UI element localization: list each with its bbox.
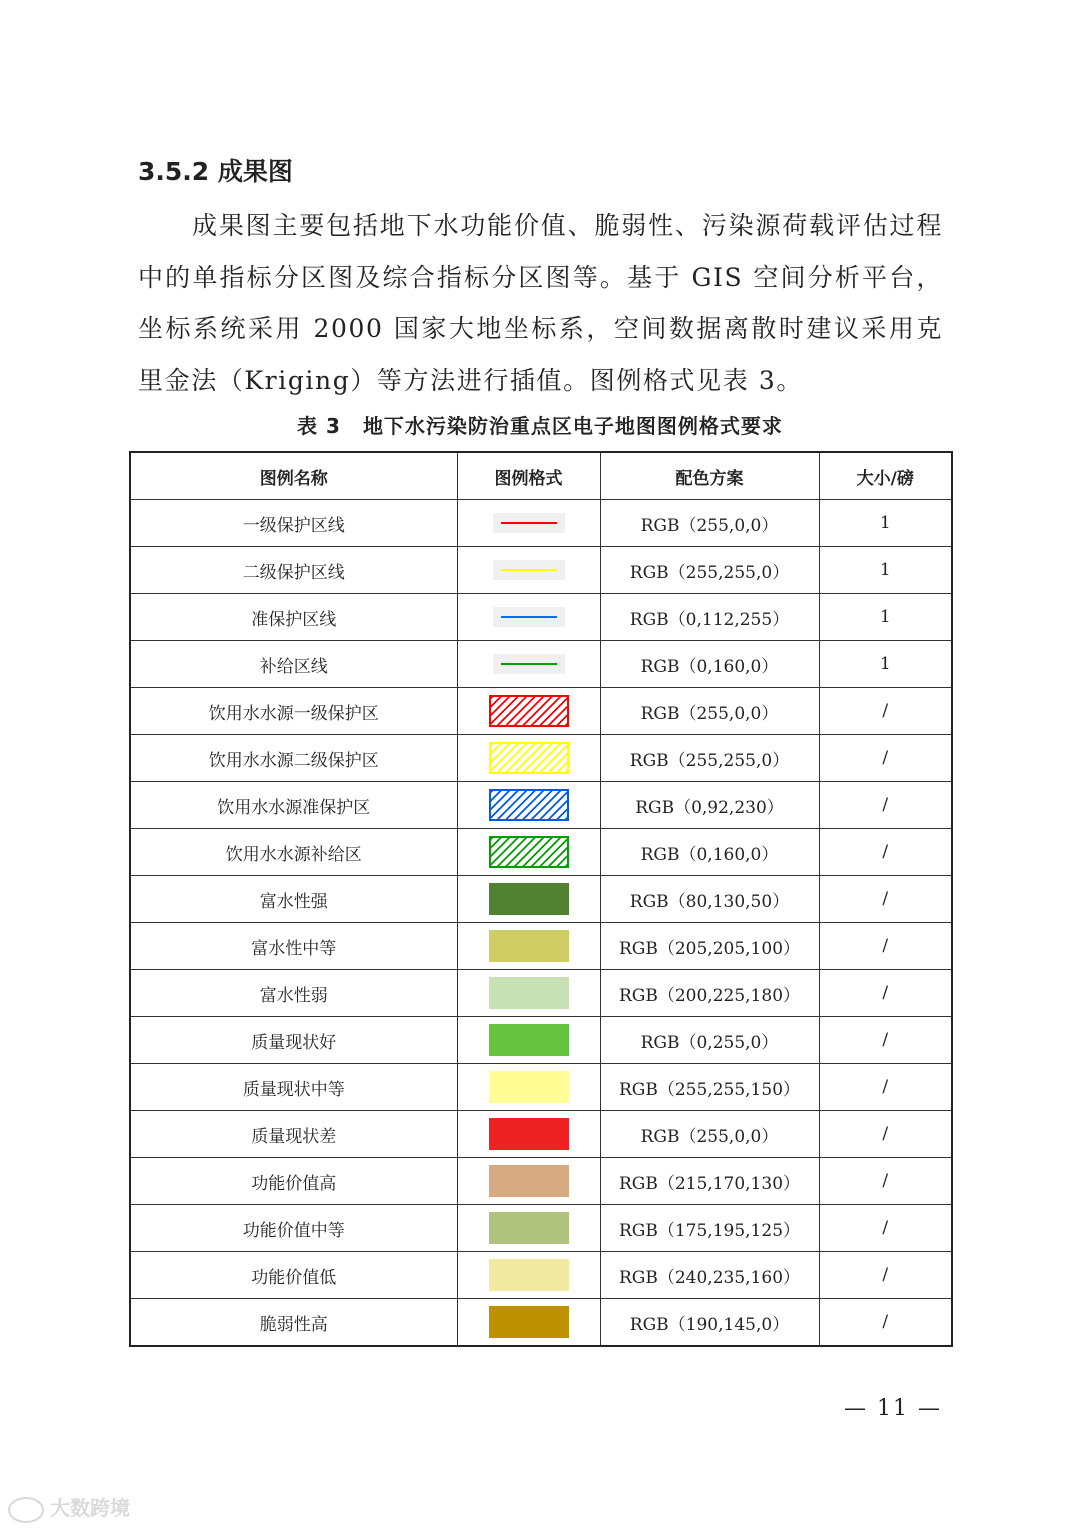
legend-fill-swatch xyxy=(489,977,569,1009)
watermark-text: 大数跨境 xyxy=(50,1496,130,1520)
legend-hatch-swatch xyxy=(489,789,569,821)
color-scheme-cell: RGB（175,195,125） xyxy=(600,1205,819,1252)
table-row xyxy=(130,829,952,876)
legend-hatch-swatch xyxy=(489,742,569,774)
legend-fill-swatch xyxy=(489,883,569,915)
table-row xyxy=(130,1111,952,1158)
legend-hatch-swatch xyxy=(489,695,569,727)
color-scheme-cell: RGB（255,0,0） xyxy=(600,1111,819,1158)
color-scheme-cell: RGB（255,0,0） xyxy=(600,500,819,547)
legend-line-stroke xyxy=(501,522,557,524)
size-cell: / xyxy=(819,782,952,829)
table-row xyxy=(130,1299,952,1347)
table-caption-label: 表 3 xyxy=(297,414,341,438)
color-scheme-cell: RGB（80,130,50） xyxy=(600,876,819,923)
legend-fill-swatch xyxy=(489,1306,569,1338)
legend-line-stroke xyxy=(501,663,557,665)
legend-name-cell: 饮用水水源一级保护区 xyxy=(130,688,457,735)
table-row xyxy=(130,970,952,1017)
legend-line-stroke xyxy=(501,616,557,618)
legend-table-body xyxy=(130,500,952,1347)
legend-format-cell xyxy=(457,500,600,547)
color-scheme-cell: RGB（0,160,0） xyxy=(600,641,819,688)
table-row xyxy=(130,1205,952,1252)
color-scheme-cell: RGB（255,255,0） xyxy=(600,735,819,782)
legend-name-cell: 脆弱性高 xyxy=(130,1299,457,1347)
color-scheme-cell: RGB（0,160,0） xyxy=(600,829,819,876)
table-caption xyxy=(0,410,1080,439)
legend-name-cell: 质量现状差 xyxy=(130,1111,457,1158)
legend-format-cell xyxy=(457,782,600,829)
legend-format-cell xyxy=(457,1299,600,1347)
legend-format-cell xyxy=(457,594,600,641)
watermark xyxy=(8,1492,130,1523)
table-row xyxy=(130,688,952,735)
color-scheme-cell: RGB（0,112,255） xyxy=(600,594,819,641)
size-cell: 1 xyxy=(819,500,952,547)
color-scheme-cell: RGB（255,0,0） xyxy=(600,688,819,735)
legend-fill-swatch xyxy=(489,1259,569,1291)
table-row xyxy=(130,735,952,782)
color-scheme-cell: RGB（0,255,0） xyxy=(600,1017,819,1064)
size-cell: 1 xyxy=(819,641,952,688)
size-cell: / xyxy=(819,923,952,970)
legend-format-cell xyxy=(457,735,600,782)
legend-fill-swatch xyxy=(489,930,569,962)
size-cell: / xyxy=(819,829,952,876)
legend-format-cell xyxy=(457,876,600,923)
size-cell: / xyxy=(819,970,952,1017)
legend-line-swatch xyxy=(493,513,565,533)
table-row xyxy=(130,500,952,547)
table-row xyxy=(130,782,952,829)
section-paragraph: 成果图主要包括地下水功能价值、脆弱性、污染源荷载评估过程中的单指标分区图及综合指标分区图等。基于 GIS 空间分析平台，坐标系统采用 2000 国家大地坐标系，空间数据离散时建议采用克里金法（Kriging）等方法进行插值。图例格式见表 3。 xyxy=(138,211,943,395)
legend-name-cell: 饮用水水源补给区 xyxy=(130,829,457,876)
legend-fill-swatch xyxy=(489,1165,569,1197)
color-scheme-cell: RGB（255,255,150） xyxy=(600,1064,819,1111)
table-row xyxy=(130,1252,952,1299)
legend-format-cell xyxy=(457,1205,600,1252)
table-row xyxy=(130,594,952,641)
size-cell: / xyxy=(819,1252,952,1299)
legend-format-cell xyxy=(457,547,600,594)
legend-line-swatch xyxy=(493,607,565,627)
header-size: 大小/磅 xyxy=(819,452,952,500)
legend-name-cell: 质量现状好 xyxy=(130,1017,457,1064)
size-cell: / xyxy=(819,1064,952,1111)
color-scheme-cell: RGB（255,255,0） xyxy=(600,547,819,594)
table-header-row xyxy=(130,452,952,500)
table-row xyxy=(130,1158,952,1205)
legend-format-cell xyxy=(457,641,600,688)
size-cell: / xyxy=(819,1205,952,1252)
legend-name-cell: 饮用水水源二级保护区 xyxy=(130,735,457,782)
legend-format-cell xyxy=(457,1017,600,1064)
legend-format-cell xyxy=(457,829,600,876)
legend-fill-swatch xyxy=(489,1118,569,1150)
table-row xyxy=(130,923,952,970)
legend-format-cell xyxy=(457,1064,600,1111)
size-cell: / xyxy=(819,1299,952,1347)
color-scheme-cell: RGB（215,170,130） xyxy=(600,1158,819,1205)
legend-line-swatch xyxy=(493,654,565,674)
header-legend-name: 图例名称 xyxy=(130,452,457,500)
legend-format-cell xyxy=(457,1158,600,1205)
color-scheme-cell: RGB（205,205,100） xyxy=(600,923,819,970)
legend-format-cell xyxy=(457,1252,600,1299)
legend-name-cell: 准保护区线 xyxy=(130,594,457,641)
legend-table xyxy=(129,451,953,1347)
header-legend-format: 图例格式 xyxy=(457,452,600,500)
legend-fill-swatch xyxy=(489,1212,569,1244)
legend-format-cell xyxy=(457,970,600,1017)
table-row xyxy=(130,876,952,923)
legend-format-cell xyxy=(457,1111,600,1158)
section-heading: 3.5.2 成果图 xyxy=(138,157,293,186)
size-cell: / xyxy=(819,688,952,735)
legend-name-cell: 一级保护区线 xyxy=(130,500,457,547)
size-cell: / xyxy=(819,735,952,782)
legend-name-cell: 功能价值高 xyxy=(130,1158,457,1205)
legend-name-cell: 功能价值中等 xyxy=(130,1205,457,1252)
legend-name-cell: 功能价值低 xyxy=(130,1252,457,1299)
table-caption-text: 地下水污染防治重点区电子地图图例格式要求 xyxy=(362,414,783,438)
legend-name-cell: 二级保护区线 xyxy=(130,547,457,594)
legend-fill-swatch xyxy=(489,1024,569,1056)
watermark-logo-icon xyxy=(8,1497,44,1523)
page-number: — 11 — xyxy=(844,1396,942,1421)
size-cell: / xyxy=(819,1158,952,1205)
size-cell: / xyxy=(819,1017,952,1064)
legend-line-stroke xyxy=(501,569,557,571)
legend-line-swatch xyxy=(493,560,565,580)
header-color-scheme: 配色方案 xyxy=(600,452,819,500)
color-scheme-cell: RGB（200,225,180） xyxy=(600,970,819,1017)
table-row xyxy=(130,641,952,688)
color-scheme-cell: RGB（240,235,160） xyxy=(600,1252,819,1299)
legend-name-cell: 富水性中等 xyxy=(130,923,457,970)
legend-name-cell: 补给区线 xyxy=(130,641,457,688)
table-row xyxy=(130,1064,952,1111)
legend-name-cell: 饮用水水源准保护区 xyxy=(130,782,457,829)
size-cell: 1 xyxy=(819,594,952,641)
size-cell: 1 xyxy=(819,547,952,594)
size-cell: / xyxy=(819,876,952,923)
legend-format-cell xyxy=(457,923,600,970)
legend-name-cell: 质量现状中等 xyxy=(130,1064,457,1111)
size-cell: / xyxy=(819,1111,952,1158)
color-scheme-cell: RGB（0,92,230） xyxy=(600,782,819,829)
table-row xyxy=(130,547,952,594)
legend-format-cell xyxy=(457,688,600,735)
legend-fill-swatch xyxy=(489,1071,569,1103)
legend-hatch-swatch xyxy=(489,836,569,868)
legend-name-cell: 富水性强 xyxy=(130,876,457,923)
table-row xyxy=(130,1017,952,1064)
color-scheme-cell: RGB（190,145,0） xyxy=(600,1299,819,1347)
legend-name-cell: 富水性弱 xyxy=(130,970,457,1017)
